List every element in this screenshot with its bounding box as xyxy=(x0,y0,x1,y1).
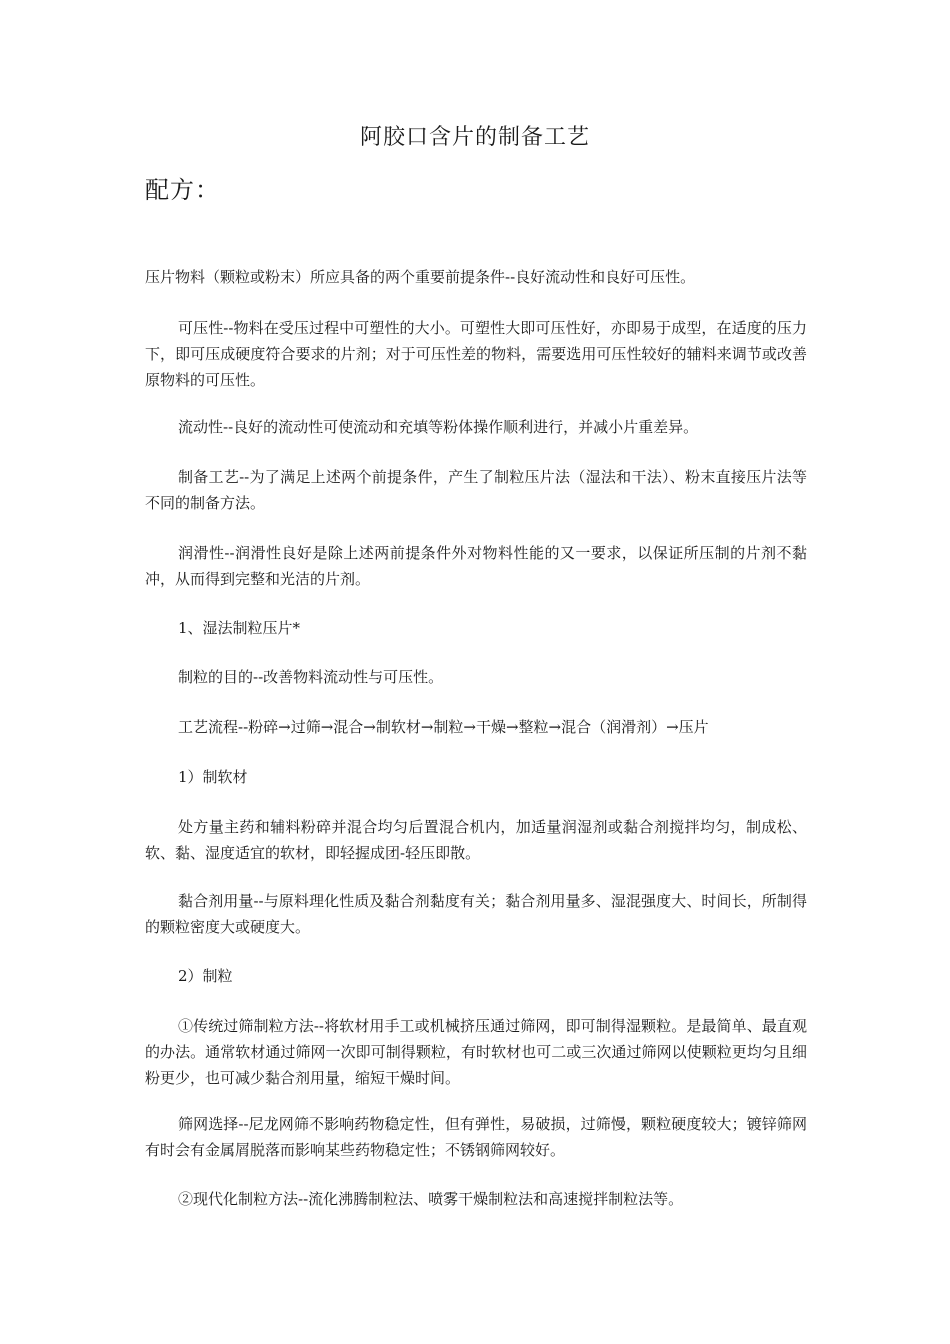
paragraph-granulation-purpose: 制粒的目的--改善物料流动性与可压性。 xyxy=(178,668,444,686)
section-heading-formula: 配方： xyxy=(145,176,220,204)
heading-soft-material: 1）制软材 xyxy=(178,768,248,786)
paragraph-lubricity: 润滑性--润滑性良好是除上述两前提条件外对物料性能的又一要求，以保证所压制的片剂不黏冲，从而得到完整和光洁的片剂。 xyxy=(145,544,807,588)
paragraph-flowability: 流动性--良好的流动性可使流动和充填等粉体操作顺利进行，并减小片重差异。 xyxy=(178,418,699,436)
paragraph-compressibility: 可压性--物料在受压过程中可塑性的大小。可塑性大即可压性好，亦即易于成型，在适度的压力下，即可压成硬度符合要求的片剂；对于可压性差的物料，需要选用可压性较好的辅料来调节或改善原物料的可压性。 xyxy=(145,319,807,389)
paragraph-process-flow: 工艺流程--粉碎→过筛→混合→制软材→制粒→干燥→整粒→混合（润滑剂）→压片 xyxy=(178,718,709,736)
paragraph-modern-granulation: ②现代化制粒方法--流化沸腾制粒法、喷雾干燥制粒法和高速搅拌制粒法等。 xyxy=(178,1190,684,1208)
heading-granulation: 2）制粒 xyxy=(178,967,233,985)
paragraph-traditional-sieving: ①传统过筛制粒方法--将软材用手工或机械挤压通过筛网，即可制得湿颗粒。是最简单、最直观的办法。通常软材通过筛网一次即可制得颗粒，有时软材也可二或三次通过筛网以使颗粒更均匀且细粉更少，也可减少黏合剂用量，缩短干燥时间。 xyxy=(145,1017,807,1087)
paragraph-soft-material-method: 处方量主药和辅料粉碎并混合均匀后置混合机内，加适量润湿剂或黏合剂搅拌均匀，制成松、软、黏、湿度适宜的软材，即轻握成团-轻压即散。 xyxy=(145,818,807,862)
paragraph-preparation-process: 制备工艺--为了满足上述两个前提条件，产生了制粒压片法（湿法和干法）、粉末直接压片法等不同的制备方法。 xyxy=(145,468,807,512)
heading-wet-granulation: 1、湿法制粒压片* xyxy=(178,619,301,637)
document-title: 阿胶口含片的制备工艺 xyxy=(359,125,590,150)
paragraph-prerequisites: 压片物料（颗粒或粉末）所应具备的两个重要前提条件--良好流动性和良好可压性。 xyxy=(145,268,696,286)
paragraph-binder-dosage: 黏合剂用量--与原料理化性质及黏合剂黏度有关；黏合剂用量多、湿混强度大、时间长，所制得的颗粒密度大或硬度大。 xyxy=(145,892,807,936)
paragraph-sieve-selection: 筛网选择--尼龙网筛不影响药物稳定性，但有弹性，易破损，过筛慢，颗粒硬度较大；镀锌筛网有时会有金属屑脱落而影响某些药物稳定性；不锈钢筛网较好。 xyxy=(145,1115,807,1159)
